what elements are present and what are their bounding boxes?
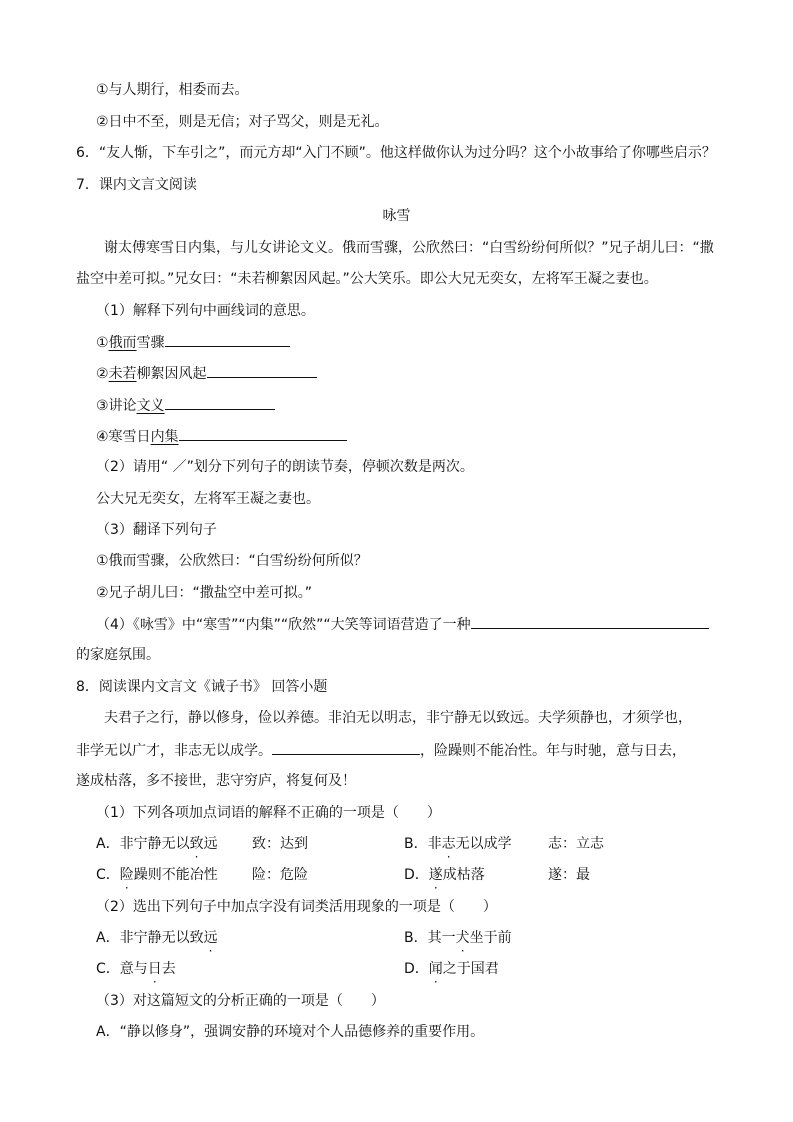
q8-subquestion-2: （2）选出下列句子中加点字没有词类活用现象的一项是（ ）: [96, 899, 497, 915]
option-text: 非宁静无以: [119, 836, 190, 852]
underlined-word: 未若: [108, 366, 137, 382]
underlined-word: 内集: [150, 429, 179, 445]
passage-text: 非学无以广才，非志无以成学。: [76, 743, 272, 759]
sentence: ①俄而雪骤，公欣然曰：“白雪纷纷何所似？: [96, 553, 368, 569]
option-text: 坐于前: [469, 930, 512, 946]
option-letter: D．: [404, 961, 429, 977]
dotted-word: 致: [189, 836, 204, 852]
option-b[interactable]: [404, 928, 512, 948]
text-line: ①与人期行，相委而去。: [96, 82, 249, 98]
item-text: ④寒雪日: [96, 429, 151, 445]
fill-item: [96, 395, 275, 415]
option-gloss: 遂：最: [548, 867, 590, 883]
q8-subquestion-3: （3）对这篇短文的分析正确的一项是（ ）: [96, 993, 385, 1009]
option-letter: B．: [404, 930, 428, 946]
passage-text: ，险躁则不能冶性。年与时驰，意与日去，: [420, 743, 686, 759]
sentence: 的家庭氛围。: [76, 647, 160, 663]
subquestion-3: （3）翻译下列句子: [96, 522, 217, 538]
item-text: 雪骤: [136, 335, 165, 351]
option-text: 之于国君: [442, 961, 499, 977]
fill-item: [96, 363, 317, 383]
fill-item: [96, 426, 347, 446]
option-b[interactable]: [404, 834, 512, 854]
option-text: 无以成学: [455, 836, 512, 852]
option-text: 其一: [427, 930, 456, 946]
dotted-word: 远: [203, 930, 218, 946]
question-6: 6．“友人惭，下车引之”，而元方却“入门不顾”。他这样做你认为过分吗？这个小故事给了你哪些启示？: [76, 145, 716, 161]
answer-blank[interactable]: [165, 395, 275, 410]
text-line: ②日中不至，则是无信；对子骂父，则是无礼。: [96, 114, 389, 130]
dotted-word: 日: [147, 961, 162, 977]
subquestion-4: [96, 614, 709, 634]
question-7-heading: 7．课内文言文阅读: [76, 177, 197, 193]
answer-blank[interactable]: [165, 332, 290, 347]
item-text: 柳絮因风起: [136, 366, 207, 382]
option-gloss: 志：立志: [548, 836, 604, 852]
answer-blank[interactable]: [207, 363, 317, 378]
option-letter: B．: [404, 836, 428, 852]
dotted-word: 遂: [428, 867, 443, 883]
option-letter: D．: [404, 867, 429, 883]
passage-line: 盐空中差可拟。”兄女曰：“未若柳絮因风起。”公大笑乐。即公大兄无奕女，左将军王凝之妻也。: [76, 271, 658, 287]
option-text: 非宁静无以致: [119, 930, 204, 946]
sentence: ②兄子胡儿曰：“撒盐空中差可拟。”: [96, 585, 313, 601]
dotted-word: 险: [119, 867, 134, 883]
q8-subquestion-1: （1）下列各项加点词语的解释不正确的一项是（ ）: [96, 805, 441, 821]
option-text: 去: [161, 961, 176, 977]
option-c[interactable]: [96, 865, 218, 885]
item-number: ①: [96, 335, 109, 351]
subquestion-1: （1）解释下列句中画线词的意思。: [96, 303, 315, 319]
option-a[interactable]: A．“静以修身”，强调安静的环境对个人品德修养的重要作用。: [96, 1024, 485, 1040]
option-text: 躁则不能冶性: [133, 867, 218, 883]
option-d[interactable]: [404, 959, 499, 979]
option-text: 意与: [119, 961, 148, 977]
passage-title: 咏雪: [382, 208, 411, 224]
answer-blank[interactable]: [179, 426, 347, 441]
option-letter: C．: [96, 961, 120, 977]
option-c[interactable]: [96, 959, 176, 979]
option-text: 非: [427, 836, 442, 852]
underlined-word: 俄而: [108, 335, 137, 351]
passage-line: [76, 740, 686, 760]
option-a[interactable]: [96, 834, 218, 854]
fill-item: [96, 332, 290, 352]
item-number: ②: [96, 366, 109, 382]
dotted-word: 志: [441, 836, 456, 852]
option-letter: A．: [96, 836, 120, 852]
question-8-heading: 8．阅读课内文言文《诫子书》 回答小题: [76, 679, 328, 695]
answer-blank[interactable]: [471, 614, 709, 629]
option-text: 成枯落: [442, 867, 485, 883]
subquestion-2: （2）请用“ ／”划分下列句子的朗读节奏，停顿次数是两次。: [96, 459, 474, 475]
answer-blank[interactable]: [272, 740, 420, 755]
dotted-word: 犬: [455, 930, 470, 946]
option-a[interactable]: [96, 928, 218, 948]
passage-line: 遂成枯落，多不接世，悲守穷庐，将复何及！: [76, 773, 356, 789]
question-text: （4）《咏雪》中“寒雪”“内集”“欣然”“大笑等词语营造了一种: [96, 617, 471, 633]
sentence: 公大兄无奕女，左将军王凝之妻也。: [96, 491, 320, 507]
option-letter: C．: [96, 867, 120, 883]
passage-line: 夫君子之行，静以修身，俭以养德。非泊无以明志，非宁静无以致远。夫学须静也，才须学也，: [104, 710, 692, 726]
underlined-word: 文义: [136, 398, 165, 414]
option-gloss: 险：危险: [252, 867, 308, 883]
passage-line: 谢太傅寒雪日内集，与儿女讲论文义。俄而雪骤，公欣然曰：“白雪纷纷何所似？”兄子胡儿曰：“撒: [104, 240, 714, 256]
dotted-word: 闻: [428, 961, 443, 977]
item-text: ③讲论: [96, 398, 137, 414]
option-text: 远: [203, 836, 218, 852]
option-d[interactable]: [404, 865, 485, 885]
option-gloss: 致：达到: [252, 836, 308, 852]
option-letter: A．: [96, 930, 120, 946]
